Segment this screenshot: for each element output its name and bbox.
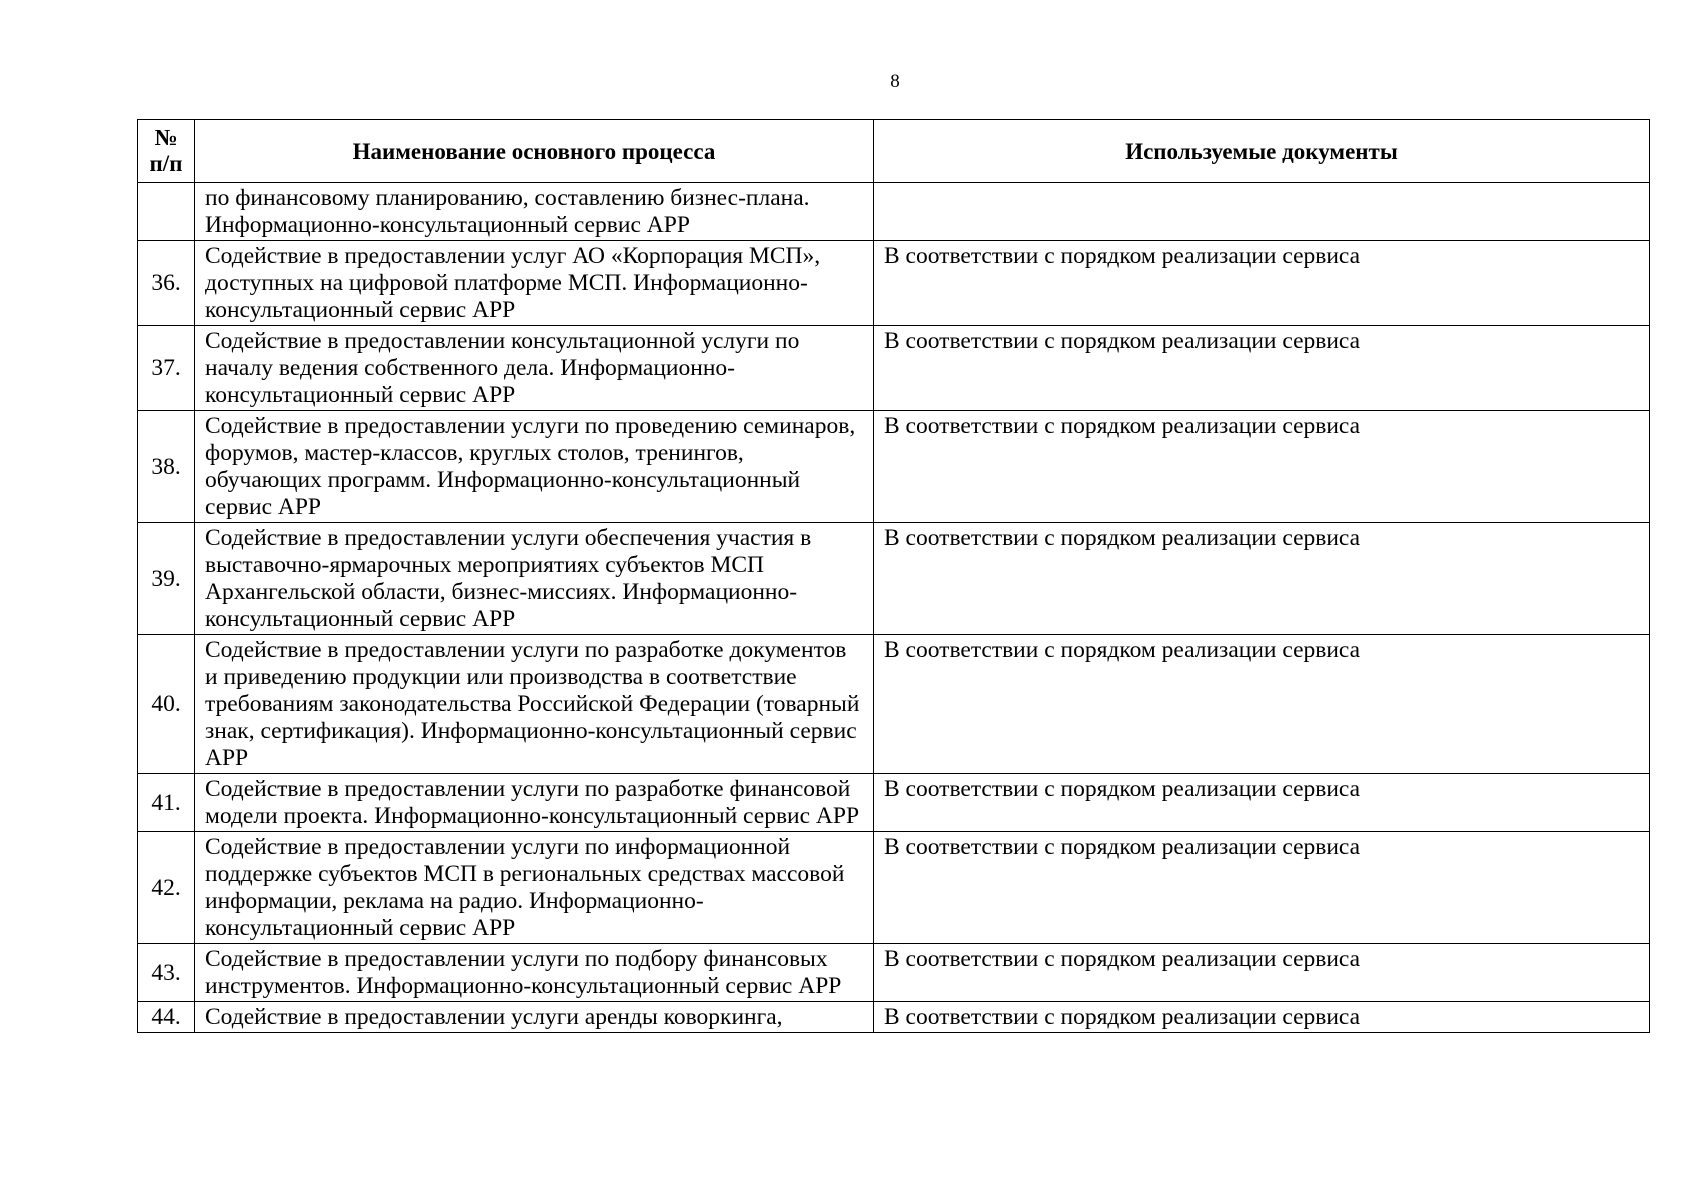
row-num xyxy=(138,183,195,241)
table-row xyxy=(138,241,1650,326)
row-num: 38. xyxy=(138,411,195,523)
row-num: 41. xyxy=(138,774,195,832)
page-number: 8 xyxy=(890,71,900,92)
table-row xyxy=(138,183,1650,241)
row-process: Содействие в предоставлении услуги по разработке документов и приведению продукции или производства в соответствие требованиям законодательства Российской Федерации (товарный знак, сертификация). Информационно-консультационный сервис АРР xyxy=(195,635,874,774)
row-num: 39. xyxy=(138,523,195,635)
table-row xyxy=(138,944,1650,1002)
row-num: 37. xyxy=(138,326,195,411)
table-row xyxy=(138,1002,1650,1033)
row-documents: В соответствии с порядком реализации сервиса xyxy=(874,832,1650,944)
row-num: 44. xyxy=(138,1002,195,1033)
table-header-row xyxy=(138,120,1650,183)
row-documents xyxy=(874,183,1650,241)
row-num: 43. xyxy=(138,944,195,1002)
row-num: 36. xyxy=(138,241,195,326)
table-row xyxy=(138,832,1650,944)
header-documents: Используемые документы xyxy=(874,120,1650,183)
table-row xyxy=(138,326,1650,411)
row-process: Содействие в предоставлении услуги обеспечения участия в выставочно-ярмарочных мероприятиях субъектов МСП Архангельской области, бизнес-миссиях. Информационно-консультационный сервис АРР xyxy=(195,523,874,635)
row-documents: В соответствии с порядком реализации сервиса xyxy=(874,944,1650,1002)
row-documents: В соответствии с порядком реализации сервиса xyxy=(874,241,1650,326)
header-process: Наименование основного процесса xyxy=(195,120,874,183)
row-documents: В соответствии с порядком реализации сервиса xyxy=(874,326,1650,411)
row-documents: В соответствии с порядком реализации сервиса xyxy=(874,523,1650,635)
row-process: Содействие в предоставлении консультационной услуги по началу ведения собственного дела. Информационно-консультационный сервис АРР xyxy=(195,326,874,411)
process-table xyxy=(137,119,1650,1033)
row-process: Содействие в предоставлении услуги по информационной поддержке субъектов МСП в региональных средствах массовой информации, реклама на радио. Информационно-консультационный сервис АРР xyxy=(195,832,874,944)
table-row xyxy=(138,635,1650,774)
table-row xyxy=(138,774,1650,832)
row-process: Содействие в предоставлении услуги по подбору финансовых инструментов. Информационно-консультационный сервис АРР xyxy=(195,944,874,1002)
table-row xyxy=(138,523,1650,635)
row-documents: В соответствии с порядком реализации сервиса xyxy=(874,1002,1650,1033)
row-documents: В соответствии с порядком реализации сервиса xyxy=(874,774,1650,832)
row-num: 40. xyxy=(138,635,195,774)
row-documents: В соответствии с порядком реализации сервиса xyxy=(874,411,1650,523)
row-process: Содействие в предоставлении услуги аренды коворкинга, xyxy=(195,1002,874,1033)
row-process: Содействие в предоставлении услуги по проведению семинаров, форумов, мастер-классов, круглых столов, тренингов, обучающих программ. Информационно-консультационный сервис АРР xyxy=(195,411,874,523)
row-process: Содействие в предоставлении услуг АО «Корпорация МСП», доступных на цифровой платформе МСП. Информационно-консультационный сервис АРР xyxy=(195,241,874,326)
row-documents: В соответствии с порядком реализации сервиса xyxy=(874,635,1650,774)
row-num: 42. xyxy=(138,832,195,944)
table-row xyxy=(138,411,1650,523)
header-num: № п/п xyxy=(138,120,195,183)
row-process: по финансовому планированию, составлению бизнес-плана. Информационно-консультационный сервис АРР xyxy=(195,183,874,241)
row-process: Содействие в предоставлении услуги по разработке финансовой модели проекта. Информационно-консультационный сервис АРР xyxy=(195,774,874,832)
